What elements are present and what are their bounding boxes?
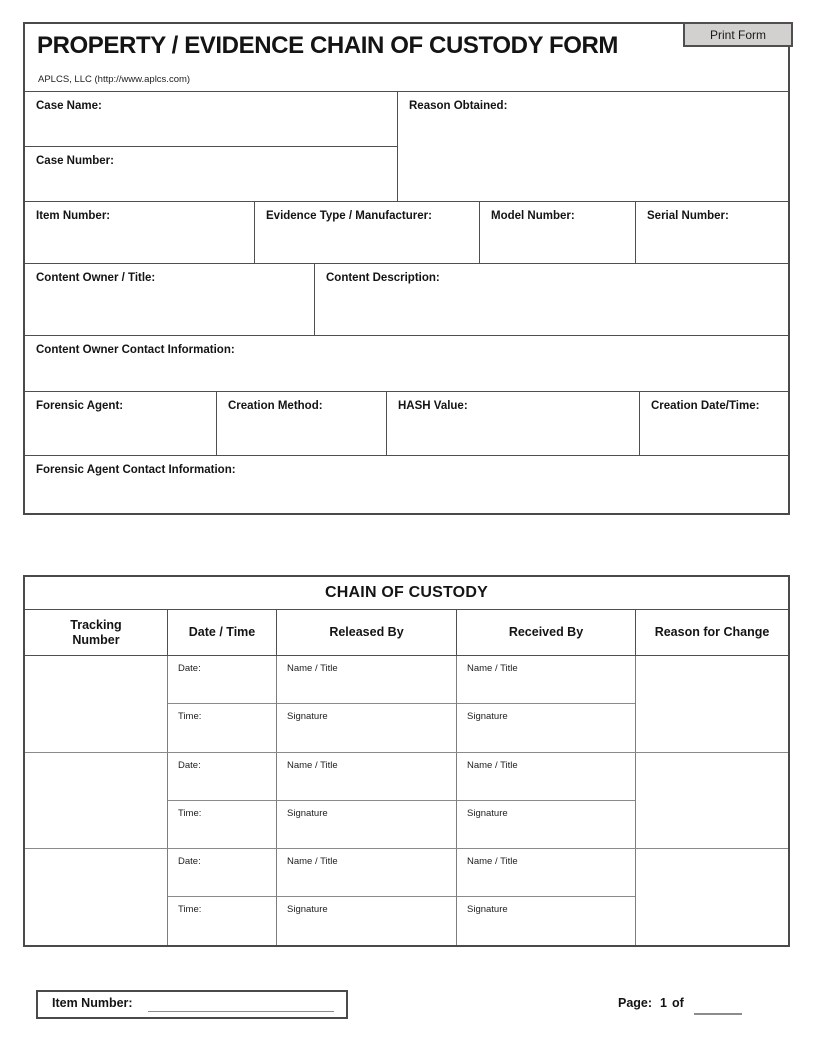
footer-page-total-line[interactable] [694,1013,742,1015]
date-cell[interactable] [168,849,276,897]
received-name-title-label: Name / Title [467,663,518,674]
content-description-label: Content Description: [326,272,440,284]
footer-item-number-line[interactable] [148,1011,334,1012]
reason-for-change-cell[interactable] [636,656,788,752]
date-cell[interactable] [168,656,276,704]
forensic-agent-field[interactable] [25,392,217,456]
received-signature-cell[interactable] [457,704,635,752]
forensic-agent-contact-label: Forensic Agent Contact Information: [36,464,236,476]
time-label: Time: [178,710,202,722]
released-name-title-cell[interactable] [277,849,456,897]
released-name-title-label: Name / Title [287,663,338,674]
date-cell[interactable] [168,753,276,801]
item-number-field[interactable] [25,202,255,264]
received-signature-label: Signature [467,710,508,722]
time-cell[interactable] [168,897,276,945]
creation-datetime-field[interactable] [640,392,788,456]
tracking-number-cell[interactable] [25,656,168,752]
date-label: Date: [178,856,201,868]
case-name-label: Case Name: [36,100,102,112]
time-label: Time: [178,904,202,916]
time-label: Time: [178,807,202,819]
content-owner-label: Content Owner / Title: [36,272,156,284]
serial-number-field[interactable] [636,202,788,264]
released-name-title-label: Name / Title [287,759,338,771]
hash-value-field[interactable] [387,392,640,456]
col-header-tracking-number: Tracking Number [25,610,168,655]
released-name-title-cell[interactable] [277,753,456,801]
form-header [25,24,788,92]
released-signature-cell[interactable] [277,704,456,752]
forensic-agent-label: Forensic Agent: [36,400,124,412]
received-name-title-label: Name / Title [467,856,518,868]
date-label: Date: [178,663,201,674]
page-label: Page: [618,996,653,1010]
custody-entry-2 [25,753,788,850]
creation-datetime-label: Creation Date/Time: [651,400,760,412]
creation-method-label: Creation Method: [228,400,323,412]
reason-for-change-cell[interactable] [636,753,788,849]
received-name-title-cell[interactable] [457,656,635,704]
serial-number-label: Serial Number: [647,210,729,222]
custody-entry-3 [25,849,788,945]
forensic-agent-contact-field[interactable] [25,456,788,513]
evidence-type-label: Evidence Type / Manufacturer: [266,210,432,222]
released-signature-label: Signature [287,807,328,819]
case-number-field[interactable] [25,147,398,202]
page-of-label: of [672,996,684,1010]
received-signature-cell[interactable] [457,897,635,945]
form-subtitle: APLCS, LLC (http://www.aplcs.com) [38,74,191,85]
case-number-label: Case Number: [36,155,114,167]
chain-of-custody-section [23,575,790,947]
released-signature-label: Signature [287,904,328,916]
content-owner-contact-field[interactable] [25,336,788,392]
print-form-button[interactable]: Print Form [683,22,793,47]
reason-for-change-cell[interactable] [636,849,788,945]
released-signature-cell[interactable] [277,897,456,945]
received-signature-cell[interactable] [457,801,635,849]
footer-item-number-label: Item Number: [52,996,133,1010]
col-header-released-by: Released By [277,610,457,655]
released-name-title-label: Name / Title [287,856,338,868]
released-signature-cell[interactable] [277,801,456,849]
custody-table-body [25,656,788,945]
page-number: 1 [660,996,667,1010]
tracking-number-cell[interactable] [25,753,168,849]
evidence-info-section [23,22,790,515]
custody-table-header-row [25,610,788,656]
time-cell[interactable] [168,801,276,849]
tracking-number-cell[interactable] [25,849,168,945]
custody-table-title: CHAIN OF CUSTODY [25,577,788,610]
date-label: Date: [178,759,201,771]
content-owner-contact-label: Content Owner Contact Information: [36,344,235,356]
evidence-type-field[interactable] [255,202,480,264]
footer-item-number-box [36,990,348,1019]
case-name-field[interactable] [25,92,398,147]
col-header-received-by: Received By [457,610,636,655]
reason-obtained-field[interactable] [398,92,788,202]
released-name-title-cell[interactable] [277,656,456,704]
hash-value-label: HASH Value: [398,400,468,412]
model-number-label: Model Number: [491,210,575,222]
creation-method-field[interactable] [217,392,387,456]
col-header-reason-for-change: Reason for Change [654,625,770,640]
footer-page-indicator [618,996,684,1010]
content-owner-field[interactable] [25,264,315,336]
model-number-field[interactable] [480,202,636,264]
reason-obtained-label: Reason Obtained: [409,100,508,112]
received-name-title-cell[interactable] [457,849,635,897]
form-title: PROPERTY / EVIDENCE CHAIN OF CUSTODY FORM [37,32,619,59]
col-header-date-time: Date / Time [168,610,277,655]
item-number-label: Item Number: [36,210,111,222]
released-signature-label: Signature [287,710,328,722]
content-description-field[interactable] [315,264,788,336]
custody-entry-1 [25,656,788,753]
received-name-title-cell[interactable] [457,753,635,801]
received-signature-label: Signature [467,904,508,916]
time-cell[interactable] [168,704,276,752]
received-signature-label: Signature [467,807,508,819]
received-name-title-label: Name / Title [467,759,518,771]
